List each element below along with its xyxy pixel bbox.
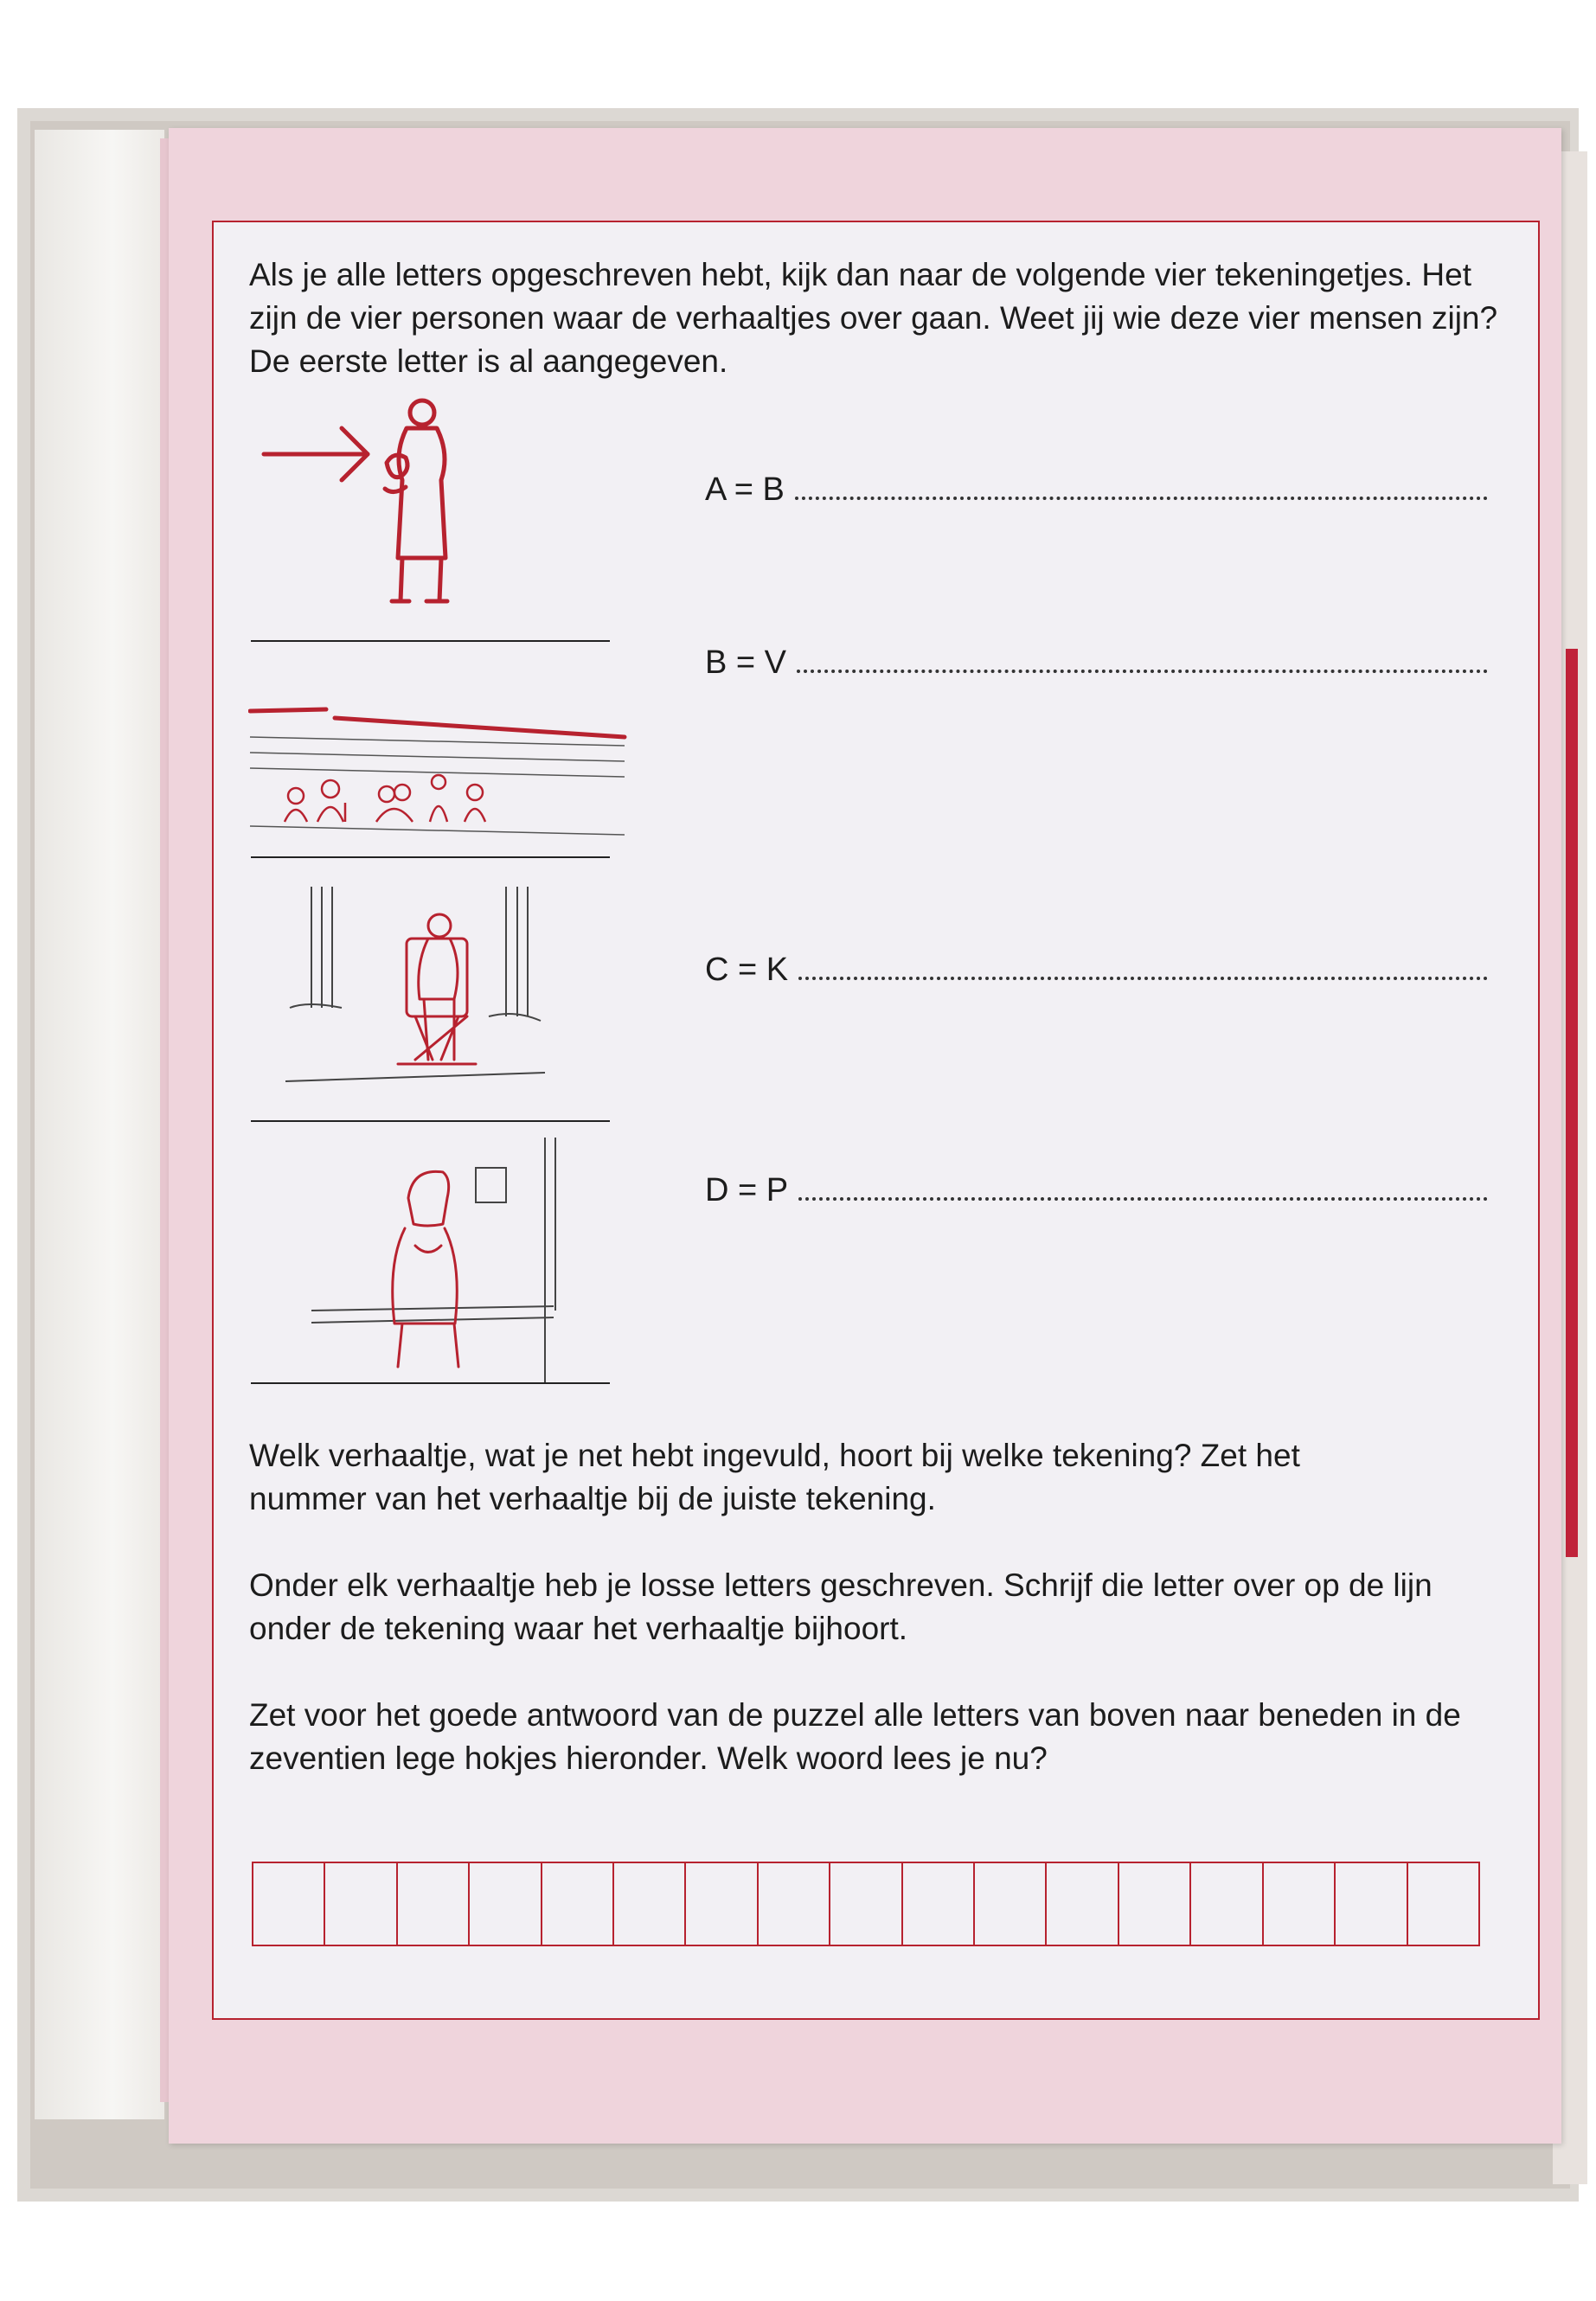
puzzle-box[interactable] xyxy=(830,1863,902,1945)
mother-with-child-drawing xyxy=(255,394,480,627)
puzzle-box[interactable] xyxy=(975,1863,1047,1945)
question-1-text: Welk verhaaltje, wat je net hebt ingevuld, hoort bij welke tekening? Zet het nummer van het verhaaltje bij de juiste tekening. xyxy=(249,1438,1300,1516)
puzzle-box[interactable] xyxy=(470,1863,542,1945)
puzzle-box[interactable] xyxy=(1047,1863,1118,1945)
puzzle-box[interactable] xyxy=(253,1863,325,1945)
puzzle-box[interactable] xyxy=(614,1863,686,1945)
answer-line-c xyxy=(251,1120,610,1122)
answer-line-a xyxy=(251,640,610,642)
question-3-text: Zet voor het goede antwoord van de puzzel alle letters van boven naar beneden in de zeventien lege hokjes hieronder. Welk woord lees je nu? xyxy=(249,1697,1461,1776)
red-tab xyxy=(1566,649,1578,1557)
seated-man-drawing xyxy=(285,887,580,1094)
binder-edge xyxy=(35,130,164,2119)
puzzle-box[interactable] xyxy=(1336,1863,1407,1945)
intro-text: Als je alle letters opgeschreven hebt, kijk dan naar de volgende vier tekeningetjes. Het zijn de vier personen waar de verhaaltjes over gaan. Weet jij wie deze vier mensen zijn? De eerste letter is al aangegeven. xyxy=(249,257,1498,379)
puzzle-box[interactable] xyxy=(542,1863,614,1945)
puzzle-box[interactable] xyxy=(398,1863,470,1945)
answer-dots-a[interactable] xyxy=(795,472,1488,500)
puzzle-box[interactable] xyxy=(759,1863,830,1945)
question-2-text: Onder elk verhaaltje heb je losse letters geschreven. Schrijf die letter over op de lijn onder de tekening waar het verhaaltje bijhoort. xyxy=(249,1567,1433,1646)
answer-line-b xyxy=(251,856,610,858)
answer-dots-c[interactable] xyxy=(798,952,1488,980)
answer-code-a: A = B xyxy=(705,471,785,508)
answer-row-d xyxy=(705,1172,1488,1215)
puzzle-box[interactable] xyxy=(325,1863,397,1945)
answer-row-a xyxy=(705,471,1488,515)
answer-code-d: D = P xyxy=(705,1172,789,1208)
puzzle-box[interactable] xyxy=(1408,1863,1478,1945)
answer-line-d xyxy=(251,1382,610,1384)
answer-row-c xyxy=(705,952,1488,995)
puzzle-answer-boxes xyxy=(252,1862,1480,1946)
answer-dots-d[interactable] xyxy=(798,1173,1488,1201)
puzzle-box[interactable] xyxy=(1264,1863,1336,1945)
crowd-scene-drawing xyxy=(248,692,629,848)
answer-dots-b[interactable] xyxy=(797,645,1488,673)
answer-row-b xyxy=(705,644,1488,688)
puzzle-box[interactable] xyxy=(903,1863,975,1945)
woman-at-window-drawing xyxy=(311,1138,562,1384)
puzzle-box[interactable] xyxy=(1191,1863,1263,1945)
answer-code-b: B = V xyxy=(705,644,786,681)
puzzle-box[interactable] xyxy=(1119,1863,1191,1945)
answer-code-c: C = K xyxy=(705,952,789,988)
puzzle-box[interactable] xyxy=(686,1863,758,1945)
